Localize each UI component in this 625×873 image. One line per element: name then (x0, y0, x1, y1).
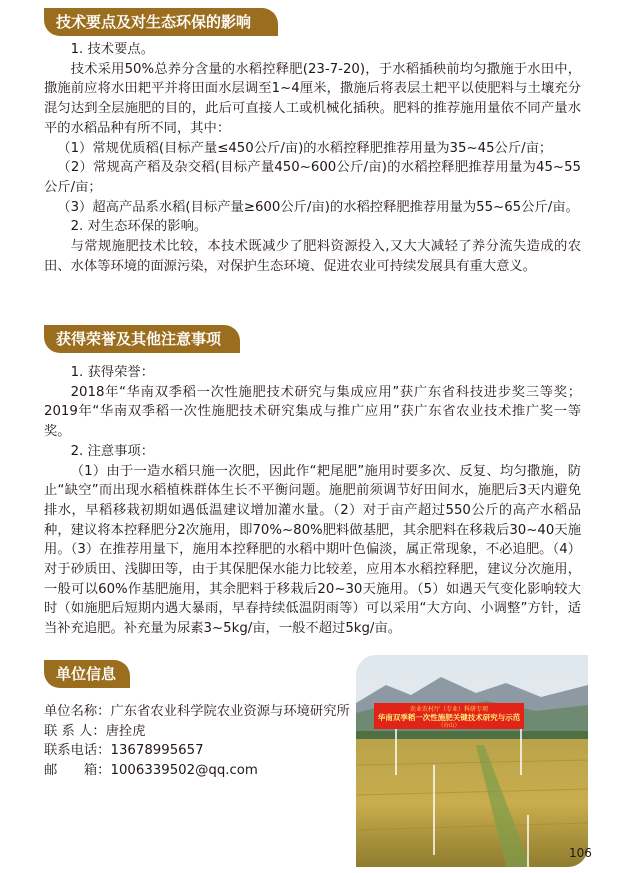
section-body-tech-points (44, 40, 581, 276)
unit-name-row (44, 702, 362, 722)
paragraph: （1）由于一造水稻只施一次肥，因此作“耙尾肥”施用时要多次、反复、均匀撒施，防止“缺空”而出现水稻植株群体生长不平衡问题。施肥前须调节好田间水，施肥后3天内避免排水，早稻移栽初期如遇低温建议增加灌水量。（2）对于亩产超过550公斤的高产水稻品种，建议将本控释肥分2次施用，即70%~80%肥料做基肥，其余肥料在移栽后30~40天施用。（3）在推荐用量下，施用本控释肥的水稻中期叶色偏淡，属正常现象，不必追肥。（4）对于砂质田、浅脚田等，由于其保肥保水能力比较差，应用本水稻控释肥，建议分次施用，一般可以60%作基肥施用，其余肥料于移栽后20~30天施用。（5）如遇天气变化影响较大时（如施肥后短期内遇大暴雨，早春持续低温阴雨等）可以采用“大方向、小调整”方针，适当补充追肥。补充量为尿素3~5kg/亩，一般不超过5kg/亩。 (44, 463, 581, 637)
banner-text-top: 农业农村厅（专业）科研专项 (409, 706, 489, 713)
section-title-tech-points: 技术要点及对生态环保的影响 (44, 8, 278, 36)
unit-name-label: 单位名称： (44, 704, 111, 719)
paragraph: 2. 对生态环保的影响。 (70, 219, 208, 235)
page-number: 106 (569, 846, 592, 860)
email-value: 1006339502@qq.com (110, 763, 258, 779)
paragraph: （1）常规优质稻(目标产量≤450公斤/亩)的水稻控释肥推荐用量为35~45公斤/亩； (57, 140, 553, 156)
email-row (44, 761, 362, 781)
contact-person-value: 唐拴虎 (105, 723, 146, 739)
email-label: 邮 箱： (44, 763, 111, 779)
section-title-honors: 获得荣誉及其他注意事项 (44, 325, 240, 353)
banner-text-bottom: （台山） (437, 723, 461, 729)
paragraph: 1. 获得荣誉： (70, 365, 154, 380)
contact-person-row (44, 722, 362, 742)
section-title-unit-info: 单位信息 (44, 660, 130, 688)
paragraph: 2018年“华南双季稻一次性施肥技术研究与集成应用”获广东省科技进步奖三等奖；2019年“华南双季稻一次性施肥技术研究集成与推广应用”获广东省农业技术推广奖一等奖。 (44, 384, 581, 440)
contact-person-label: 联 系 人： (44, 723, 106, 739)
paragraph: 1. 技术要点。 (70, 42, 154, 57)
banner-text-main: 华南双季稻一次性施肥关键技术研究与示范 (377, 713, 521, 722)
paragraph: （3）超高产品系水稻(目标产量≥600公斤/亩)的水稻控释肥推荐用量为55~65公斤/亩。 (57, 199, 579, 215)
paragraph: 与常规施肥技术比较，本技术既减少了肥料资源投入,又大大减轻了养分流失造成的农田、水体等环境的面源污染，对保护生态环境、促进农业可持续发展具有重大意义。 (44, 239, 581, 274)
unit-name-value: 广东省农业科学院农业资源与环境研究所 (110, 704, 350, 719)
phone-row (44, 741, 362, 761)
rice-field-photo (356, 655, 588, 867)
section-body-honors (44, 363, 581, 639)
paragraph: 2. 注意事项： (70, 443, 154, 459)
unit-info-block (44, 702, 362, 781)
phone-label: 联系电话： (44, 743, 111, 759)
paragraph: （2）常规高产稻及杂交稻(目标产量450~600公斤/亩)的水稻控释肥推荐用量为45~55公斤/亩； (44, 160, 581, 195)
phone-value: 13678995657 (110, 743, 204, 759)
paragraph: 技术采用50%总养分含量的水稻控释肥(23-7-20)，于水稻插秧前均匀撒施于水田中，撒施前应将水田耙平并将田面水层调至1~4厘米，撒施后将表层土耙平以使肥料与土壤充分混匀达到全层施肥的目的，此后可直接人工或机械化插秧。肥料的推荐施用量依不同产量水平的水稻品种有所不同，其中： (44, 61, 581, 136)
